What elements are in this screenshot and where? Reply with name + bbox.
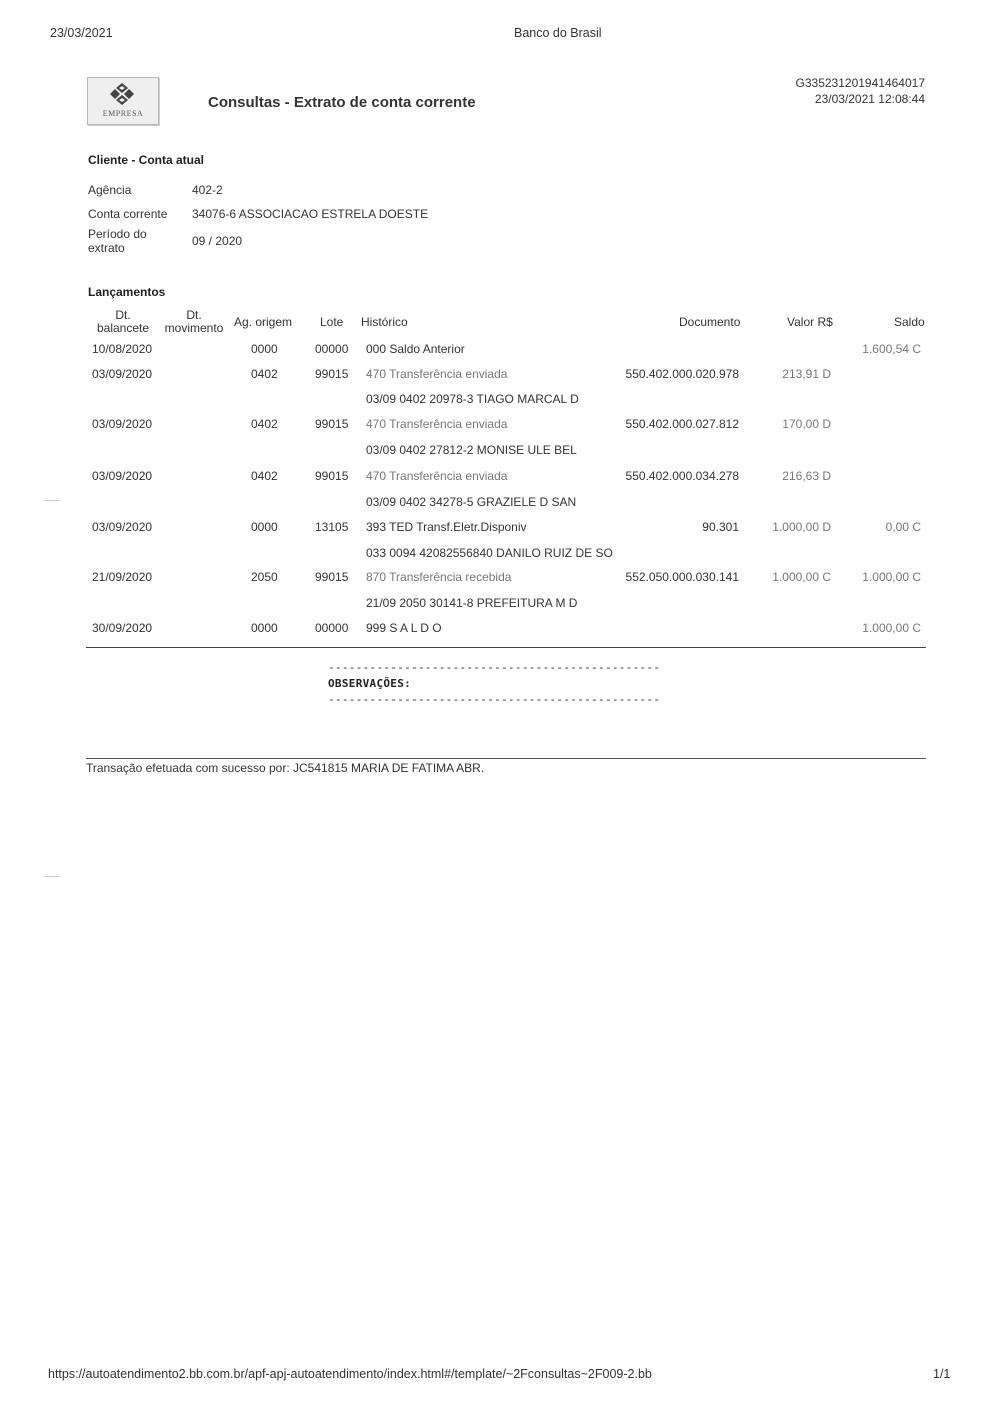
row-valor: 213,91 D [782,367,831,381]
row-date: 30/09/2020 [92,621,153,635]
scan-mark [44,876,60,877]
row-historico: 470 Transferência enviada [366,367,508,381]
row-agencia: 0402 [251,417,278,431]
row-historico: 000 Saldo Anterior [366,342,465,356]
row-date: 03/09/2020 [92,367,153,381]
row-lote: 99015 [315,417,349,431]
row-detail: 03/09 0402 27812-2 MONISE ULE BEL [366,443,577,457]
col-dt-balancete-line1: Dt. [115,308,131,322]
print-date: 23/03/2021 [50,26,113,40]
col-dt-movimento-line1: Dt. [186,308,202,322]
row-valor: 216,63 D [782,469,831,483]
page-title: Consultas - Extrato de conta corrente [208,94,476,111]
col-dt-balancete [88,309,158,335]
row-date: 10/08/2020 [92,342,153,356]
periodo-value: 09 / 2020 [192,234,243,248]
row-lote: 99015 [315,367,349,381]
transaction-status: Transação efetuada com sucesso por: JC541815 MARIA DE FATIMA ABR. [86,761,485,775]
col-dt-movimento-line2: movimento [164,321,224,335]
conta-value: 34076-6 ASSOCIACAO ESTRELA DOESTE [192,207,429,221]
row-saldo: 1.000,00 C [862,621,921,635]
footer-rule [86,758,926,759]
row-valor: 1.000,00 C [772,570,831,584]
row-documento: 552.050.000.030.141 [625,570,739,584]
row-documento: 550.402.000.020.978 [625,367,739,381]
col-dt-balancete-line2: balancete [96,321,150,335]
row-agencia: 0402 [251,367,278,381]
table-bottom-rule [86,647,926,648]
row-lote: 13105 [315,520,349,534]
row-documento: 90.301 [702,520,739,534]
row-saldo: 1.000,00 C [862,570,921,584]
periodo-label-line1: Período do [88,227,147,241]
row-lote: 99015 [315,570,349,584]
row-historico: 470 Transferência enviada [366,469,508,483]
row-lote: 99015 [315,469,349,483]
col-ag-origem: Ag. origem [234,315,293,329]
row-detail: 033 0094 42082556840 DANILO RUIZ DE SO [366,546,613,560]
row-valor: 1.000,00 D [772,520,831,534]
row-date: 03/09/2020 [92,469,153,483]
logo-caption: EMPRESA [102,109,144,118]
scan-mark [44,500,60,501]
col-lote: Lote [320,315,344,329]
row-agencia: 2050 [251,570,278,584]
col-documento: Documento [679,315,741,329]
periodo-label-line2: extrato [88,241,125,255]
page-number: 1/1 [933,1367,951,1381]
row-lote: 00000 [315,621,349,635]
row-valor: 170,00 D [782,417,831,431]
row-agencia: 0000 [251,621,278,635]
row-documento: 550.402.000.027.812 [625,417,739,431]
row-detail: 03/09 0402 34278-5 GRAZIELE D SAN [366,495,577,509]
row-historico: 870 Transferência recebida [366,570,512,584]
row-detail: 21/09 2050 30141-8 PREFEITURA M D [366,596,578,610]
bank-logo [87,77,159,125]
observacoes-top-rule: ------------------------------------------------ [328,661,661,674]
row-documento: 550.402.000.034.278 [625,469,739,483]
agencia-value: 402-2 [192,183,223,197]
row-agencia: 0000 [251,342,278,356]
lancamentos-section-title: Lançamentos [88,285,166,299]
bb-logo-icon [109,82,135,106]
observacoes-label: OBSERVAÇÕES: [328,677,412,690]
conta-label: Conta corrente [88,207,168,221]
row-agencia: 0000 [251,520,278,534]
print-page-title: Banco do Brasil [514,26,602,40]
row-date: 21/09/2020 [92,570,153,584]
row-lote: 00000 [315,342,349,356]
row-historico: 470 Transferência enviada [366,417,508,431]
row-detail: 03/09 0402 20978-3 TIAGO MARCAL D [366,392,579,406]
row-agencia: 0402 [251,469,278,483]
row-historico: 393 TED Transf.Eletr.Disponiv [366,520,527,534]
agencia-label: Agência [88,183,132,197]
print-url: https://autoatendimento2.bb.com.br/apf-apj-autoatendimento/index.html#/template/~2Fconsultas~2F009-2.bb [48,1367,652,1381]
col-historico: Histórico [361,315,408,329]
authentication-code: G335231201941464017 [795,76,925,90]
row-saldo: 1.600,54 C [862,342,921,356]
authentication-datetime: 23/03/2021 12:08:44 [814,92,925,106]
row-date: 03/09/2020 [92,417,153,431]
row-saldo: 0,00 C [885,520,921,534]
col-dt-movimento [160,309,228,335]
observacoes-bottom-rule: ------------------------------------------------ [328,693,661,706]
row-historico: 999 S A L D O [366,621,442,635]
col-valor: Valor R$ [787,315,833,329]
col-saldo: Saldo [894,315,925,329]
client-section-title: Cliente - Conta atual [88,153,205,167]
row-date: 03/09/2020 [92,520,153,534]
